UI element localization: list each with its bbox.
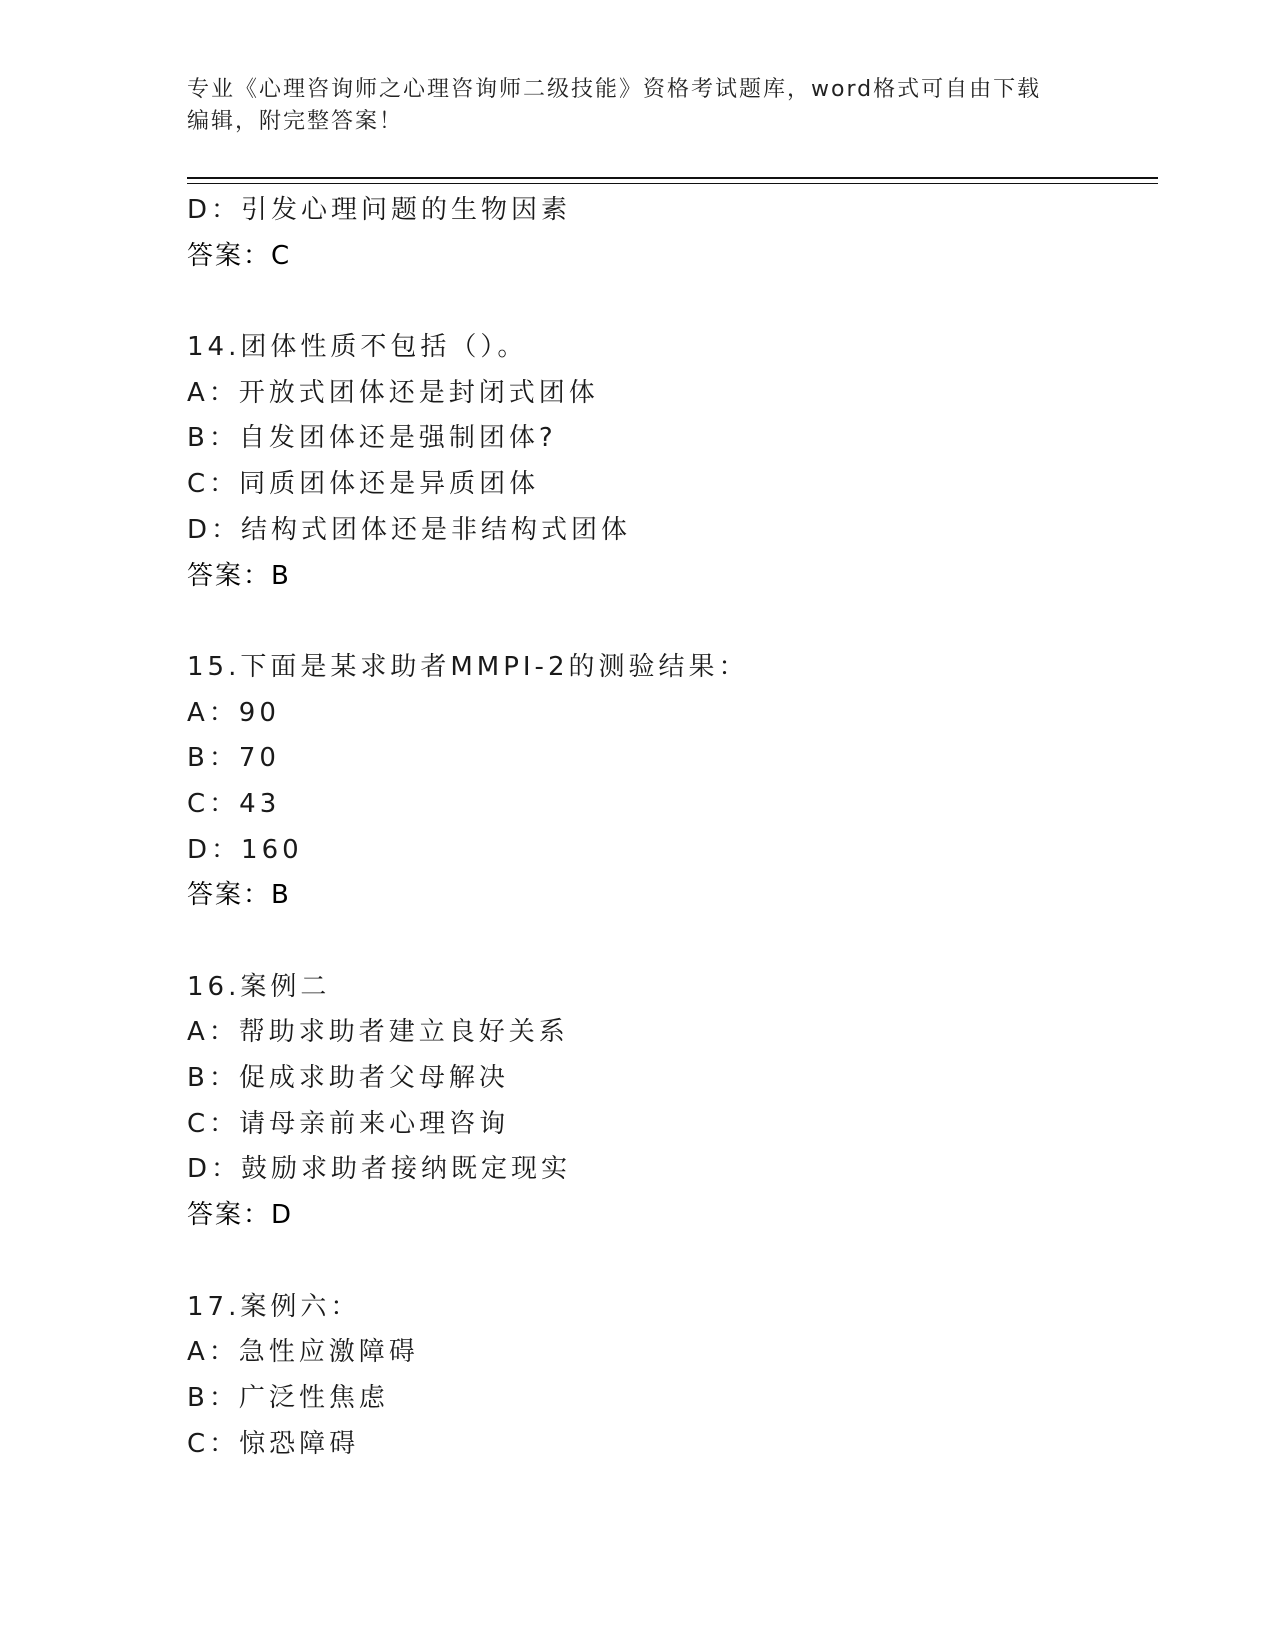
document-header: [187, 74, 1087, 138]
question-stem: 16.案例二: [187, 971, 331, 1002]
option-d: D：160: [187, 834, 303, 865]
header-line-1: 专业《心理咨询师之心理咨询师二级技能》资格考试题库，word格式可自由下载: [187, 77, 1042, 102]
option-c: C：43: [187, 788, 281, 819]
option-d-prev-question: D：引发心理问题的生物因素: [187, 195, 572, 225]
option-a: A：帮助求助者建立良好关系: [187, 1017, 569, 1048]
header-rule-thick: [187, 177, 1158, 179]
option-b: B：广泛性焦虑: [187, 1382, 389, 1413]
question-stem: 14.团体性质不包括（）。: [187, 332, 528, 363]
spacer: [187, 599, 1158, 645]
header-rule-thin: [187, 183, 1158, 184]
question-list: [187, 188, 1158, 1467]
option-d: D：鼓励求助者接纳既定现实: [187, 1154, 572, 1185]
answer: 答案：B: [187, 880, 291, 911]
option-b: B：促成求助者父母解决: [187, 1063, 509, 1094]
option-c: C：惊恐障碍: [187, 1428, 360, 1459]
answer: 答案：D: [187, 1200, 294, 1231]
option-c: C：请母亲前来心理咨询: [187, 1108, 510, 1139]
option-a: A：急性应激障碍: [187, 1337, 419, 1368]
answer-prev-question: 答案：C: [187, 240, 292, 271]
spacer: [187, 1239, 1158, 1285]
option-d: D：结构式团体还是非结构式团体: [187, 514, 632, 545]
option-b: B：70: [187, 743, 280, 774]
option-b: B：自发团体还是强制团体?: [187, 423, 557, 454]
spacer: [187, 919, 1158, 965]
option-a: A：90: [187, 697, 280, 728]
header-line-2: 编辑，附完整答案！: [187, 109, 404, 134]
answer: 答案：B: [187, 560, 291, 591]
spacer: [187, 279, 1158, 325]
question-stem: 17.案例六：: [187, 1291, 361, 1322]
option-c: C：同质团体还是异质团体: [187, 469, 540, 500]
option-a: A：开放式团体还是封闭式团体: [187, 377, 599, 408]
question-stem: 15.下面是某求助者MMPI-2的测验结果：: [187, 651, 749, 682]
